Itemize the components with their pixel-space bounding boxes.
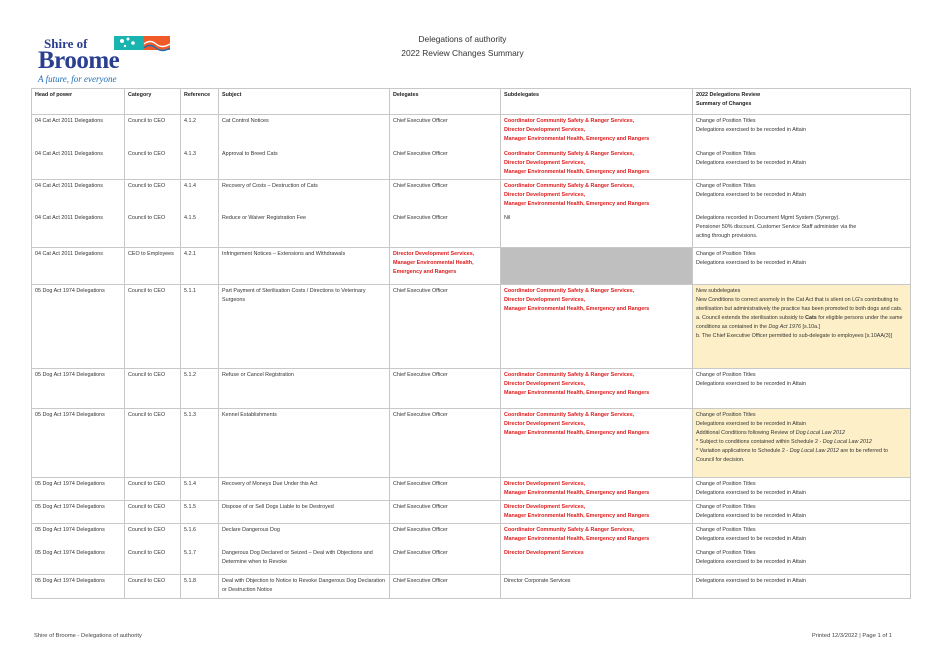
change-line: Change of Position Titles [696, 481, 756, 487]
cell-head: 05 Dog Act 1974 Delegations [32, 524, 125, 547]
cell-changes [693, 148, 911, 180]
change-line: Pensioner 50% discount. Customer Service Staff administer via the [696, 224, 857, 230]
change-line: New subdelegates [696, 288, 741, 294]
subdelegate-line: Director Development Services, [504, 160, 586, 166]
cell-category: Council to CEO [125, 501, 181, 524]
subdelegate-line: Manager Environmental Health, Emergency and Rangers [504, 390, 650, 396]
header-review-summary [693, 89, 911, 115]
change-line [696, 314, 907, 332]
cell-subject: Deal with Objection to Notice to Revoke Dangerous Dog Declaration or Destruction Notice [219, 575, 390, 599]
header-review-line2: Summary of Changes [696, 101, 752, 107]
cell-subdelegates [501, 180, 693, 212]
cell-subdelegates [501, 478, 693, 501]
cell-delegates [390, 248, 501, 285]
footer-document-name: Shire of Broome - Delegations of authority [34, 633, 142, 639]
header-category: Category [125, 89, 181, 115]
cell-head: 05 Dog Act 1974 Delegations [32, 369, 125, 409]
cell-subject: Dangerous Dog Declared or Seized – Deal with Objections and Determine when to Revoke [219, 547, 390, 575]
cell-delegates: Chief Executive Officer [390, 409, 501, 478]
subdelegate-line: Manager Environmental Health, Emergency and Rangers [504, 430, 650, 436]
cell-head: 04 Cat Act 2011 Delegations [32, 180, 125, 212]
header-subject: Subject [219, 89, 390, 115]
cell-category: Council to CEO [125, 148, 181, 180]
cell-subdelegates [501, 148, 693, 180]
cell-changes [693, 547, 911, 575]
change-line: Delegations exercised to be recorded in Attain [696, 260, 806, 266]
cell-reference: 4.1.5 [181, 212, 219, 248]
change-line: Delegations exercised to be recorded in Attain [696, 559, 806, 565]
delegations-table [31, 88, 911, 599]
change-text-italic: Dog Local Law 2012 [822, 439, 872, 445]
cell-delegates: Chief Executive Officer [390, 180, 501, 212]
subdelegate-line: Manager Environmental Health, Emergency and Rangers [504, 169, 650, 175]
cell-category: Council to CEO [125, 409, 181, 478]
change-line: Delegations exercised to be recorded in Attain [696, 192, 806, 198]
header-reference: Reference [181, 89, 219, 115]
table-row [32, 115, 911, 148]
change-line: Change of Position Titles [696, 183, 756, 189]
change-line: New Conditions to correct anomoly in the Cat Act that is silent on LG's contributing to sterilisation but administratively the practice has been promoted to both dogs and cats. [696, 297, 903, 312]
cell-changes [693, 501, 911, 524]
table-row [32, 575, 911, 599]
subdelegate-line: Coordinator Community Safety & Ranger Services, [504, 527, 635, 533]
cell-head: 05 Dog Act 1974 Delegations [32, 409, 125, 478]
change-text: a. Council extends the sterilisation subsidy to [696, 315, 806, 321]
delegate-line: Manager Environmental Health, [393, 260, 474, 266]
cell-category: Council to CEO [125, 575, 181, 599]
change-line: Change of Position Titles [696, 151, 756, 157]
change-text-bold: Cats [805, 315, 817, 321]
cell-reference: 5.1.1 [181, 285, 219, 369]
subdelegate-line: Manager Environmental Health, Emergency and Rangers [504, 201, 650, 207]
change-text: for eligible persons under the same conditions as contained in the [696, 315, 903, 330]
subdelegate-line: Manager Environmental Health, Emergency and Rangers [504, 136, 650, 142]
header-review-line1: 2022 Delegations Review [696, 92, 761, 98]
table-row [32, 501, 911, 524]
cell-category: Council to CEO [125, 547, 181, 575]
subdelegate-line: Director Development Services, [504, 421, 586, 427]
cell-changes [693, 248, 911, 285]
cell-reference: 5.1.2 [181, 369, 219, 409]
header-delegates: Delegates [390, 89, 501, 115]
change-text-italic: Dog Act 1976 [768, 324, 801, 330]
subdelegate-line: Coordinator Community Safety & Ranger Services, [504, 288, 635, 294]
table-header-row [32, 89, 911, 115]
table-row [32, 148, 911, 180]
cell-changes [693, 478, 911, 501]
subdelegate-line: Director Development Services, [504, 504, 586, 510]
change-line: Delegations exercised to be recorded in Attain [696, 421, 806, 427]
cell-changes [693, 524, 911, 547]
cell-subject: Recovery of Moneys Due Under this Act [219, 478, 390, 501]
table-row [32, 180, 911, 212]
change-line: Delegations exercised to be recorded in Attain [696, 381, 806, 387]
cell-subdelegates [501, 524, 693, 547]
cell-head: 05 Dog Act 1974 Delegations [32, 285, 125, 369]
cell-delegates: Chief Executive Officer [390, 547, 501, 575]
subdelegate-line: Coordinator Community Safety & Ranger Services, [504, 183, 635, 189]
cell-subject: Approval to Breed Cats [219, 148, 390, 180]
table-row [32, 409, 911, 478]
change-line [696, 429, 907, 438]
cell-subdelegates [501, 501, 693, 524]
cell-subject: Part Payment of Sterilisation Costs / Directions to Veterinary Surgeons [219, 285, 390, 369]
footer-print-info: Printed 12/3/2022 | Page 1 of 1 [811, 633, 892, 639]
change-line [696, 447, 907, 465]
cell-subject: Refuse or Cancel Registration [219, 369, 390, 409]
cell-delegates: Chief Executive Officer [390, 212, 501, 248]
cell-reference: 4.1.2 [181, 115, 219, 148]
cell-delegates: Chief Executive Officer [390, 285, 501, 369]
cell-subject: Kennel Establishments [219, 409, 390, 478]
cell-head: 04 Cat Act 2011 Delegations [32, 248, 125, 285]
subdelegate-line: Director Development Services, [504, 297, 586, 303]
change-text: are to be referred to Council for decision. [696, 448, 889, 463]
cell-category: Council to CEO [125, 524, 181, 547]
change-text: Additional Conditions following Review of [696, 430, 796, 436]
cell-delegates: Chief Executive Officer [390, 575, 501, 599]
table-row [32, 547, 911, 575]
cell-delegates: Chief Executive Officer [390, 524, 501, 547]
cell-changes-highlighted [693, 409, 911, 478]
cell-head: 05 Dog Act 1974 Delegations [32, 547, 125, 575]
subdelegate-line: Manager Environmental Health, Emergency and Rangers [504, 306, 650, 312]
cell-delegates: Chief Executive Officer [390, 148, 501, 180]
cell-subdelegates [501, 115, 693, 148]
cell-subdelegates [501, 285, 693, 369]
cell-delegates: Chief Executive Officer [390, 115, 501, 148]
table-row [32, 248, 911, 285]
cell-head: 05 Dog Act 1974 Delegations [32, 478, 125, 501]
cell-subdelegates: Nil [501, 212, 693, 248]
change-text: * Subject to conditions contained within Schedule 2 - [696, 439, 823, 445]
cell-reference: 5.1.3 [181, 409, 219, 478]
cell-delegates: Chief Executive Officer [390, 369, 501, 409]
change-line [696, 438, 907, 447]
change-line: acting through provisions. [696, 233, 758, 239]
subdelegate-line: Director Development Services, [504, 192, 586, 198]
cell-category: Council to CEO [125, 212, 181, 248]
cell-delegates: Chief Executive Officer [390, 501, 501, 524]
change-line: Change of Position Titles [696, 527, 756, 533]
cell-reference: 4.1.3 [181, 148, 219, 180]
delegate-line: Emergency and Rangers [393, 269, 457, 275]
cell-category: Council to CEO [125, 478, 181, 501]
cell-head: 04 Cat Act 2011 Delegations [32, 115, 125, 148]
cell-subdelegates [501, 409, 693, 478]
cell-changes [693, 369, 911, 409]
cell-reference: 5.1.4 [181, 478, 219, 501]
change-line: Change of Position Titles [696, 251, 756, 257]
subdelegate-line: Director Development Services, [504, 127, 586, 133]
logo-tagline: A future, for everyone [38, 74, 117, 84]
change-line: Change of Position Titles [696, 412, 756, 418]
cell-subject: Dispose of or Sell Dogs Liable to be Destroyed [219, 501, 390, 524]
subdelegate-line: Coordinator Community Safety & Ranger Services, [504, 118, 635, 124]
cell-category: CEO to Employees [125, 248, 181, 285]
change-line: Delegations exercised to be recorded in Attain [696, 490, 806, 496]
cell-reference: 4.2.1 [181, 248, 219, 285]
cell-head: 05 Dog Act 1974 Delegations [32, 575, 125, 599]
cell-head: 04 Cat Act 2011 Delegations [32, 212, 125, 248]
table-row [32, 478, 911, 501]
delegate-line: Director Development Services, [393, 251, 475, 257]
cell-subdelegates: Director Development Services [501, 547, 693, 575]
cell-subdelegates-empty [501, 248, 693, 285]
cell-head: 04 Cat Act 2011 Delegations [32, 148, 125, 180]
change-line: Change of Position Titles [696, 372, 756, 378]
change-line: Delegations exercised to be recorded in Attain [696, 536, 806, 542]
subdelegate-line: Director Development Services, [504, 481, 586, 487]
change-text: [s.10a.] [801, 324, 821, 330]
logo-text-shire-of: Shire of [44, 36, 88, 51]
document-subtitle: 2022 Review Changes Summary [401, 48, 524, 58]
subdelegate-line: Director Development Services, [504, 381, 586, 387]
cell-category: Council to CEO [125, 180, 181, 212]
cell-changes [693, 115, 911, 148]
cell-changes [693, 180, 911, 212]
table-row [32, 212, 911, 248]
subdelegate-line: Manager Environmental Health, Emergency and Rangers [504, 490, 650, 496]
header-head-of-power: Head of power [32, 89, 125, 115]
change-line: Change of Position Titles [696, 504, 756, 510]
change-line: b. The Chief Executive Officer permitted to sub-delegate to employees [s.10AA(3)] [696, 333, 893, 339]
cell-changes [693, 212, 911, 248]
cell-subject: Recovery of Costs – Destruction of Cats [219, 180, 390, 212]
change-line: Change of Position Titles [696, 118, 756, 124]
document-title: Delegations of authority [418, 34, 507, 44]
cell-subject: Infringement Notices – Extensions and Withdrawals [219, 248, 390, 285]
cell-subject: Declare Dangerous Dog [219, 524, 390, 547]
change-text-italic: Dog Local Law 2012 [789, 448, 839, 454]
subdelegate-line: Manager Environmental Health, Emergency and Rangers [504, 536, 650, 542]
cell-changes-highlighted [693, 285, 911, 369]
cell-changes: Delegations exercised to be recorded in Attain [693, 575, 911, 599]
cell-delegates: Chief Executive Officer [390, 478, 501, 501]
subdelegate-line: Coordinator Community Safety & Ranger Services, [504, 412, 635, 418]
cell-reference: 5.1.5 [181, 501, 219, 524]
subdelegate-line: Manager Environmental Health, Emergency and Rangers [504, 513, 650, 519]
change-text-italic: Dog Local Law 2012 [795, 430, 845, 436]
change-line: Delegations exercised to be recorded in Attain [696, 513, 806, 519]
subdelegate-line: Coordinator Community Safety & Ranger Services, [504, 151, 635, 157]
change-line: Change of Position Titles [696, 550, 756, 556]
logo-text-broome: Broome [38, 47, 120, 74]
cell-reference: 4.1.4 [181, 180, 219, 212]
cell-head: 05 Dog Act 1974 Delegations [32, 501, 125, 524]
table-row [32, 524, 911, 547]
cell-reference: 5.1.8 [181, 575, 219, 599]
cell-subject: Cat Control Notices [219, 115, 390, 148]
cell-reference: 5.1.7 [181, 547, 219, 575]
table-row [32, 285, 911, 369]
change-text: * Variation applications to Schedule 2 - [696, 448, 790, 454]
cell-category: Council to CEO [125, 369, 181, 409]
subdelegate-line: Coordinator Community Safety & Ranger Services, [504, 372, 635, 378]
change-line: Delegations recorded in Document Mgmt System (Synergy). [696, 215, 840, 221]
header-subdelegates: Subdelegates [501, 89, 693, 115]
cell-subject: Reduce or Waiver Registration Fee [219, 212, 390, 248]
change-line: Delegations exercised to be recorded in Attain [696, 127, 806, 133]
cell-reference: 5.1.6 [181, 524, 219, 547]
cell-subdelegates: Director Corporate Services [501, 575, 693, 599]
cell-subdelegates [501, 369, 693, 409]
cell-category: Council to CEO [125, 115, 181, 148]
change-line: Delegations exercised to be recorded in Attain [696, 160, 806, 166]
table-row [32, 369, 911, 409]
cell-category: Council to CEO [125, 285, 181, 369]
